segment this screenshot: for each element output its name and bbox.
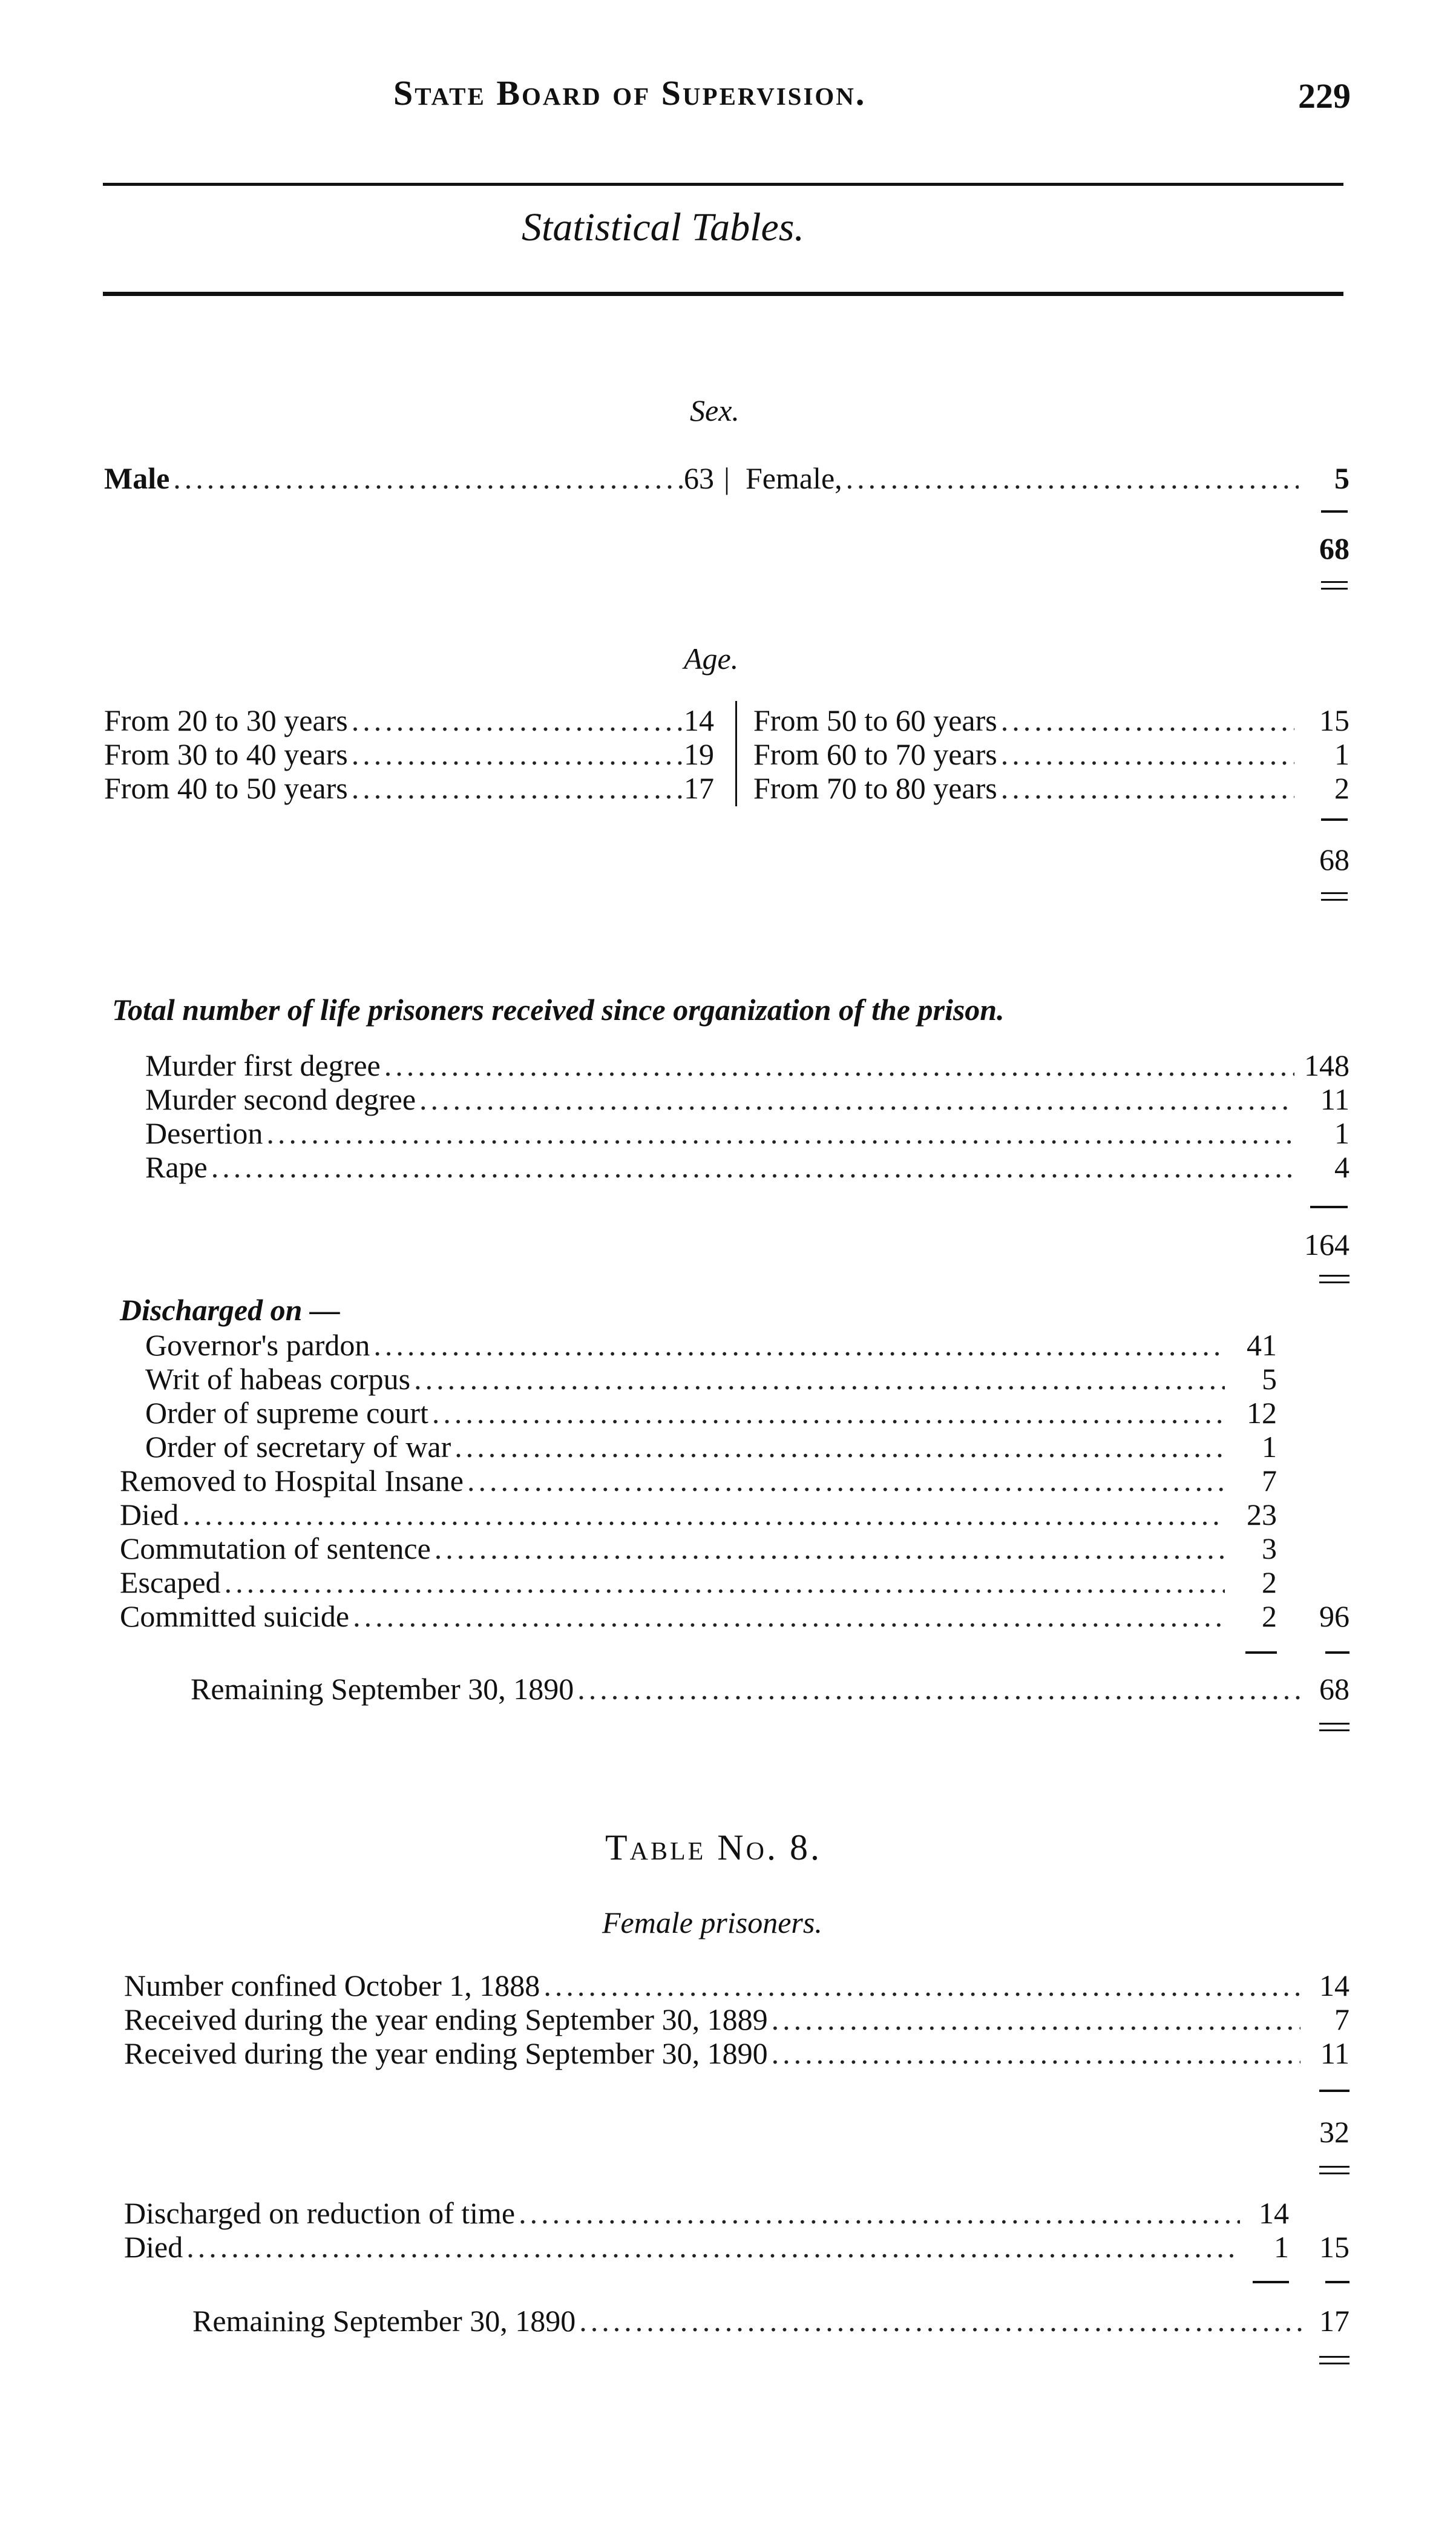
discharged-label: Writ of habeas corpus [145, 1362, 411, 1396]
leader-dots [353, 1599, 1225, 1633]
female-discharged-value: 1 [1274, 2230, 1289, 2264]
female-discharged-value: 14 [1259, 2196, 1289, 2230]
life-value: 1 [1334, 1116, 1349, 1150]
leader-dots [1001, 771, 1294, 805]
age-value: 14 [684, 703, 714, 737]
leader-dots [579, 2304, 1305, 2338]
female-discharged-row [124, 2196, 1244, 2230]
female-value: 5 [1334, 461, 1349, 495]
total-double-rule [1319, 2356, 1349, 2364]
female-label: Number confined October 1, 1888 [124, 1969, 540, 2002]
age-row [104, 737, 690, 771]
female-remaining-label: Remaining September 30, 1890 [192, 2304, 576, 2338]
female-discharged-row [124, 2230, 1244, 2264]
age-label: From 20 to 30 years [104, 703, 348, 737]
discharged-row [120, 1599, 1228, 1633]
age-label: From 60 to 70 years [753, 737, 997, 771]
leader-dots [414, 1362, 1225, 1396]
discharged-label: Committed suicide [120, 1599, 350, 1633]
discharged-row [145, 1396, 1228, 1430]
discharged-value: 12 [1247, 1396, 1277, 1430]
column-divider-mark: | [724, 461, 730, 495]
life-value: 4 [1334, 1150, 1349, 1184]
discharged-label: Order of secretary of war [145, 1430, 451, 1464]
discharged-label: Order of supreme court [145, 1396, 428, 1430]
female-total: 32 [1319, 2115, 1349, 2149]
life-row [145, 1116, 1298, 1150]
discharged-value: 5 [1262, 1362, 1277, 1396]
leader-dots [454, 1430, 1225, 1464]
age-row [104, 703, 690, 737]
female-row [124, 1969, 1304, 2002]
female-remaining-row [192, 2304, 1309, 2338]
leader-dots [211, 1150, 1294, 1184]
leader-dots [384, 1048, 1294, 1082]
female-discharged-label: Died [124, 2230, 183, 2264]
leader-dots [352, 703, 686, 737]
discharged-row [120, 1464, 1228, 1498]
sum-rule [1310, 1206, 1348, 1208]
age-label: From 40 to 50 years [104, 771, 348, 805]
age-row [753, 703, 1298, 737]
leader-dots [435, 1531, 1225, 1565]
leader-dots [373, 1328, 1225, 1362]
leader-dots [467, 1464, 1225, 1498]
life-value: 148 [1304, 1048, 1349, 1082]
discharged-row [120, 1565, 1228, 1599]
age-label: From 30 to 40 years [104, 737, 348, 771]
life-row [145, 1082, 1298, 1116]
discharged-value: 3 [1262, 1531, 1277, 1565]
sum-rule [1319, 2090, 1349, 2092]
age-total: 68 [1319, 843, 1349, 877]
age-value: 19 [684, 737, 714, 771]
age-value: 1 [1334, 737, 1349, 771]
discharged-value: 1 [1262, 1430, 1277, 1464]
male-value: 63 [684, 461, 714, 495]
life-row [145, 1150, 1298, 1184]
leader-dots [772, 2002, 1300, 2036]
sex-total: 68 [1319, 531, 1349, 565]
table-title: Table No. 8. [605, 1827, 822, 1867]
total-double-rule [1321, 581, 1348, 590]
leader-dots [225, 1565, 1225, 1599]
sum-rule [1321, 510, 1348, 513]
female-value: 11 [1320, 2036, 1349, 2070]
discharged-label: Died [120, 1498, 179, 1531]
column-divider [735, 701, 737, 806]
female-discharged-total: 15 [1319, 2230, 1349, 2264]
leader-dots [772, 2036, 1300, 2070]
life-value: 11 [1320, 1082, 1349, 1116]
leader-dots [1001, 703, 1294, 737]
age-value: 2 [1334, 771, 1349, 805]
remaining-row [191, 1672, 1310, 1706]
age-label: From 70 to 80 years [753, 771, 997, 805]
female-row [124, 2036, 1304, 2070]
discharged-row [145, 1328, 1228, 1362]
female-row [124, 2002, 1304, 2036]
discharged-total: 96 [1319, 1599, 1349, 1633]
leader-dots [419, 1082, 1294, 1116]
remaining-value: 68 [1319, 1672, 1349, 1706]
female-label: Received during the year ending September 30, 1889 [124, 2002, 768, 2036]
life-total: 164 [1304, 1228, 1349, 1261]
sum-rule [1245, 1651, 1277, 1654]
age-value: 15 [1319, 703, 1349, 737]
sum-rule [1325, 2281, 1349, 2283]
leader-dots [186, 2230, 1240, 2264]
leader-dots [1001, 737, 1294, 771]
discharged-value: 2 [1262, 1599, 1277, 1633]
age-value: 17 [684, 771, 714, 805]
sex-heading: Sex. [690, 393, 739, 427]
female-value: 7 [1334, 2002, 1349, 2036]
life-label: Desertion [145, 1116, 263, 1150]
discharged-heading: Discharged on — [120, 1293, 340, 1327]
female-row [746, 461, 1302, 495]
female-label: Female, [746, 461, 842, 495]
female-discharged-label: Discharged on reduction of time [124, 2196, 516, 2230]
leader-dots [352, 737, 686, 771]
age-row [753, 737, 1298, 771]
female-value: 14 [1319, 1969, 1349, 2002]
sum-rule [1325, 1651, 1349, 1654]
age-row [753, 771, 1298, 805]
age-label: From 50 to 60 years [753, 703, 997, 737]
discharged-label: Escaped [120, 1565, 221, 1599]
sum-rule [1253, 2281, 1289, 2283]
age-heading: Age. [684, 642, 739, 676]
leader-dots [846, 461, 1299, 495]
discharged-value: 7 [1262, 1464, 1277, 1498]
section-rule [103, 292, 1343, 296]
life-heading: Total number of life prisoners received since organization of the prison. [112, 993, 1005, 1027]
male-row [104, 461, 690, 495]
male-label: Male [104, 461, 170, 495]
age-row [104, 771, 690, 805]
total-double-rule [1319, 1723, 1349, 1731]
female-label: Received during the year ending September 30, 1890 [124, 2036, 768, 2070]
remaining-label: Remaining September 30, 1890 [191, 1672, 574, 1706]
leader-dots [173, 461, 686, 495]
discharged-value: 41 [1247, 1328, 1277, 1362]
total-double-rule [1321, 892, 1348, 901]
life-label: Murder first degree [145, 1048, 381, 1082]
life-row [145, 1048, 1298, 1082]
life-label: Murder second degree [145, 1082, 416, 1116]
total-double-rule [1319, 2166, 1349, 2174]
life-label: Rape [145, 1150, 208, 1184]
total-double-rule [1319, 1275, 1349, 1283]
section-title: Statistical Tables. [522, 205, 804, 249]
leader-dots [577, 1672, 1307, 1706]
discharged-row [120, 1531, 1228, 1565]
running-head: State Board of Supervision. [393, 73, 867, 113]
discharged-row [120, 1498, 1228, 1531]
table-subtitle: Female prisoners. [602, 1906, 822, 1939]
leader-dots [543, 1969, 1300, 2002]
page-number: 229 [1298, 76, 1351, 116]
leader-dots [266, 1116, 1294, 1150]
discharged-label: Commutation of sentence [120, 1531, 431, 1565]
leader-dots [432, 1396, 1225, 1430]
sum-rule [1321, 818, 1348, 821]
top-rule [103, 183, 1343, 186]
discharged-value: 2 [1262, 1565, 1277, 1599]
leader-dots [352, 771, 686, 805]
discharged-row [145, 1362, 1228, 1396]
discharged-value: 23 [1247, 1498, 1277, 1531]
discharged-row [145, 1430, 1228, 1464]
female-remaining-value: 17 [1319, 2304, 1349, 2338]
leader-dots [519, 2196, 1240, 2230]
discharged-label: Removed to Hospital Insane [120, 1464, 464, 1498]
leader-dots [182, 1498, 1225, 1531]
discharged-label: Governor's pardon [145, 1328, 370, 1362]
